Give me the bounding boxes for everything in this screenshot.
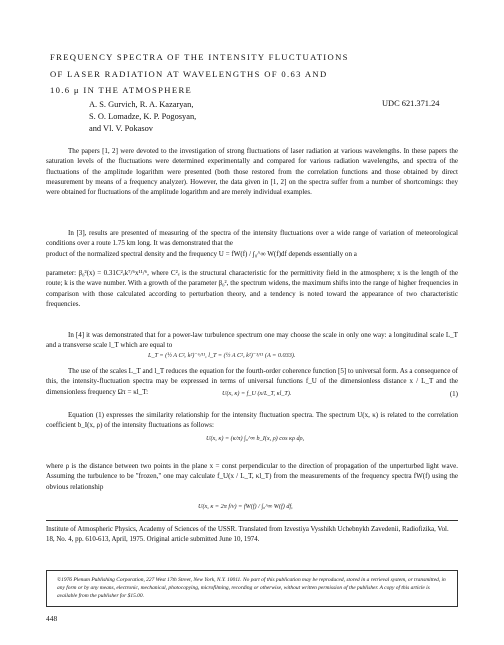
footnote-affiliation: Institute of Atmospheric Physics, Academy of Sciences of the USSR. Translated from Izvestiya Vysshikh Uchebnykh Zavedenii, Radiofizika, Vol. 18, No. 4, pp. 610-613, April, 1975. Original article submitted June 10, 1974. <box>46 526 449 543</box>
paragraph-parameter: parameter: β₀²(x) = 0.31C²ₑk⁷/⁶x¹¹/⁶, where C²ₑ is the structural characteristic for the permittivity field in the atmosphere; x is the length of the route; k is the wave number. With a growth of the parameter β₀², the spectrum widens, the maximum shifts into the range of higher frequencies in comparison with those calculated according to perturbation theory, and a tendency is noted toward the appearance of two characteristic frequencies. <box>46 269 458 308</box>
copyright-text: ©1976 Plenum Publishing Corporation, 227 West 17th Street, New York, N.Y. 10011. No part of this publication may be reproduced, stored in a retrieval system, or transmitted, in any form or by any means, electronic, mechanical, photocopying, microfilming, recording or otherwise, without written permission of the publisher. A copy of this article is available from the publisher for $15.00. <box>57 577 446 600</box>
page-number: 448 <box>46 614 58 623</box>
author-list <box>89 99 196 135</box>
equation-2: U(x, κ) = (κ/π) ∫₀^∞ b_I(x, ρ) cos κρ dρ, <box>206 435 305 442</box>
paragraph-similarity: Equation (1) expresses the similarity relationship for the intensity fluctuation spectra. The spectrum U(x, κ) is related to the correlation coefficient b_I(x, ρ) of the intensity fluctuations as follows: <box>46 411 458 430</box>
title-line: 10.6 μ IN THE ATMOSPHERE <box>50 85 193 95</box>
author-line: A. S. Gurvich, R. A. Kazaryan, <box>89 100 194 109</box>
equation-3: U(x, κ = 2π f/v) = fW(f) / ∫₀^∞ W(f) df, <box>198 503 293 510</box>
author-line: and Vl. V. Pokasov <box>89 124 153 133</box>
paragraph-route: In [3], results are presented of measuring of the spectra of the intensity fluctuations over a wide range of variation of meteorological conditions over a route 1.75 km long. It was demonstrated that the <box>46 229 458 248</box>
udc-code: UDC 621.371.24 <box>382 99 440 108</box>
equation-scales: L_T = (½ A C²ₑ k²)⁻⁶/¹¹, l_T = (½ A C²ₑ k²)⁻³/¹¹ (A = 0.033). <box>148 352 296 359</box>
paragraph-universal: The use of the scales L_T and l_T reduces the equation for the fourth-order coherence function [5] to universal form. As a consequence of this, the intensity-fluctuation spectra may be expressed in terms of universal functions f_U of the dimensionless distance x / L_T and the dimensionless frequency Ωτ = κl_T: <box>46 367 458 396</box>
footnote-rule <box>46 520 458 521</box>
equation-1-number: (1) <box>449 390 458 398</box>
paragraph-intro: The papers [1, 2] were devoted to the investigation of strong fluctuations of laser radiation at various wavelengths. In these papers the saturation levels of the fluctuations were determined experimentally and compared for various radiation wavelengths, and spectra of the fluctuations of the amplitude logarithm were presented (both those restored from the correlation functions and those obtained by direct measurement by means of a frequency analyzer). However, the data given in [1, 2] on the spectra suffer from a number of shortcomings: they were obtained for fluctuations of the amplitude logarithm and are merely individual examples. <box>46 147 458 197</box>
title-line: OF LASER RADIATION AT WAVELENGTHS OF 0.63 AND <box>50 68 328 79</box>
equation-1: U(x, κ) = f_U (x/L_T, κl_T). <box>222 390 292 397</box>
copyright-box <box>46 570 458 607</box>
paragraph-frozen: where ρ is the distance between two points in the plane x = const perpendicular to the direction of propagation of the unperturbed light wave. Assuming the turbulence to be "frozen," one may calculate f_U(x / L_T, κl_T) from the measurements of the frequency spectra fW(f) using the obvious relationship <box>46 462 458 491</box>
paragraph-spectral-density: product of the normalized spectral density and the frequency U = fW(f) / ∫₀^∞ W(f)df depends essentially on a <box>46 250 357 258</box>
author-line: S. O. Lomadze, K. P. Pogosyan, <box>89 112 197 121</box>
article-title <box>50 49 470 99</box>
paragraph-scales: In [4] it was demonstrated that for a power-law turbulence spectrum one may choose the scale in only one way: a longitudinal scale L_T and a transverse scale l_T which are equal to <box>46 331 458 350</box>
title-line: FREQUENCY SPECTRA OF THE INTENSITY FLUCTUATIONS <box>50 52 349 62</box>
